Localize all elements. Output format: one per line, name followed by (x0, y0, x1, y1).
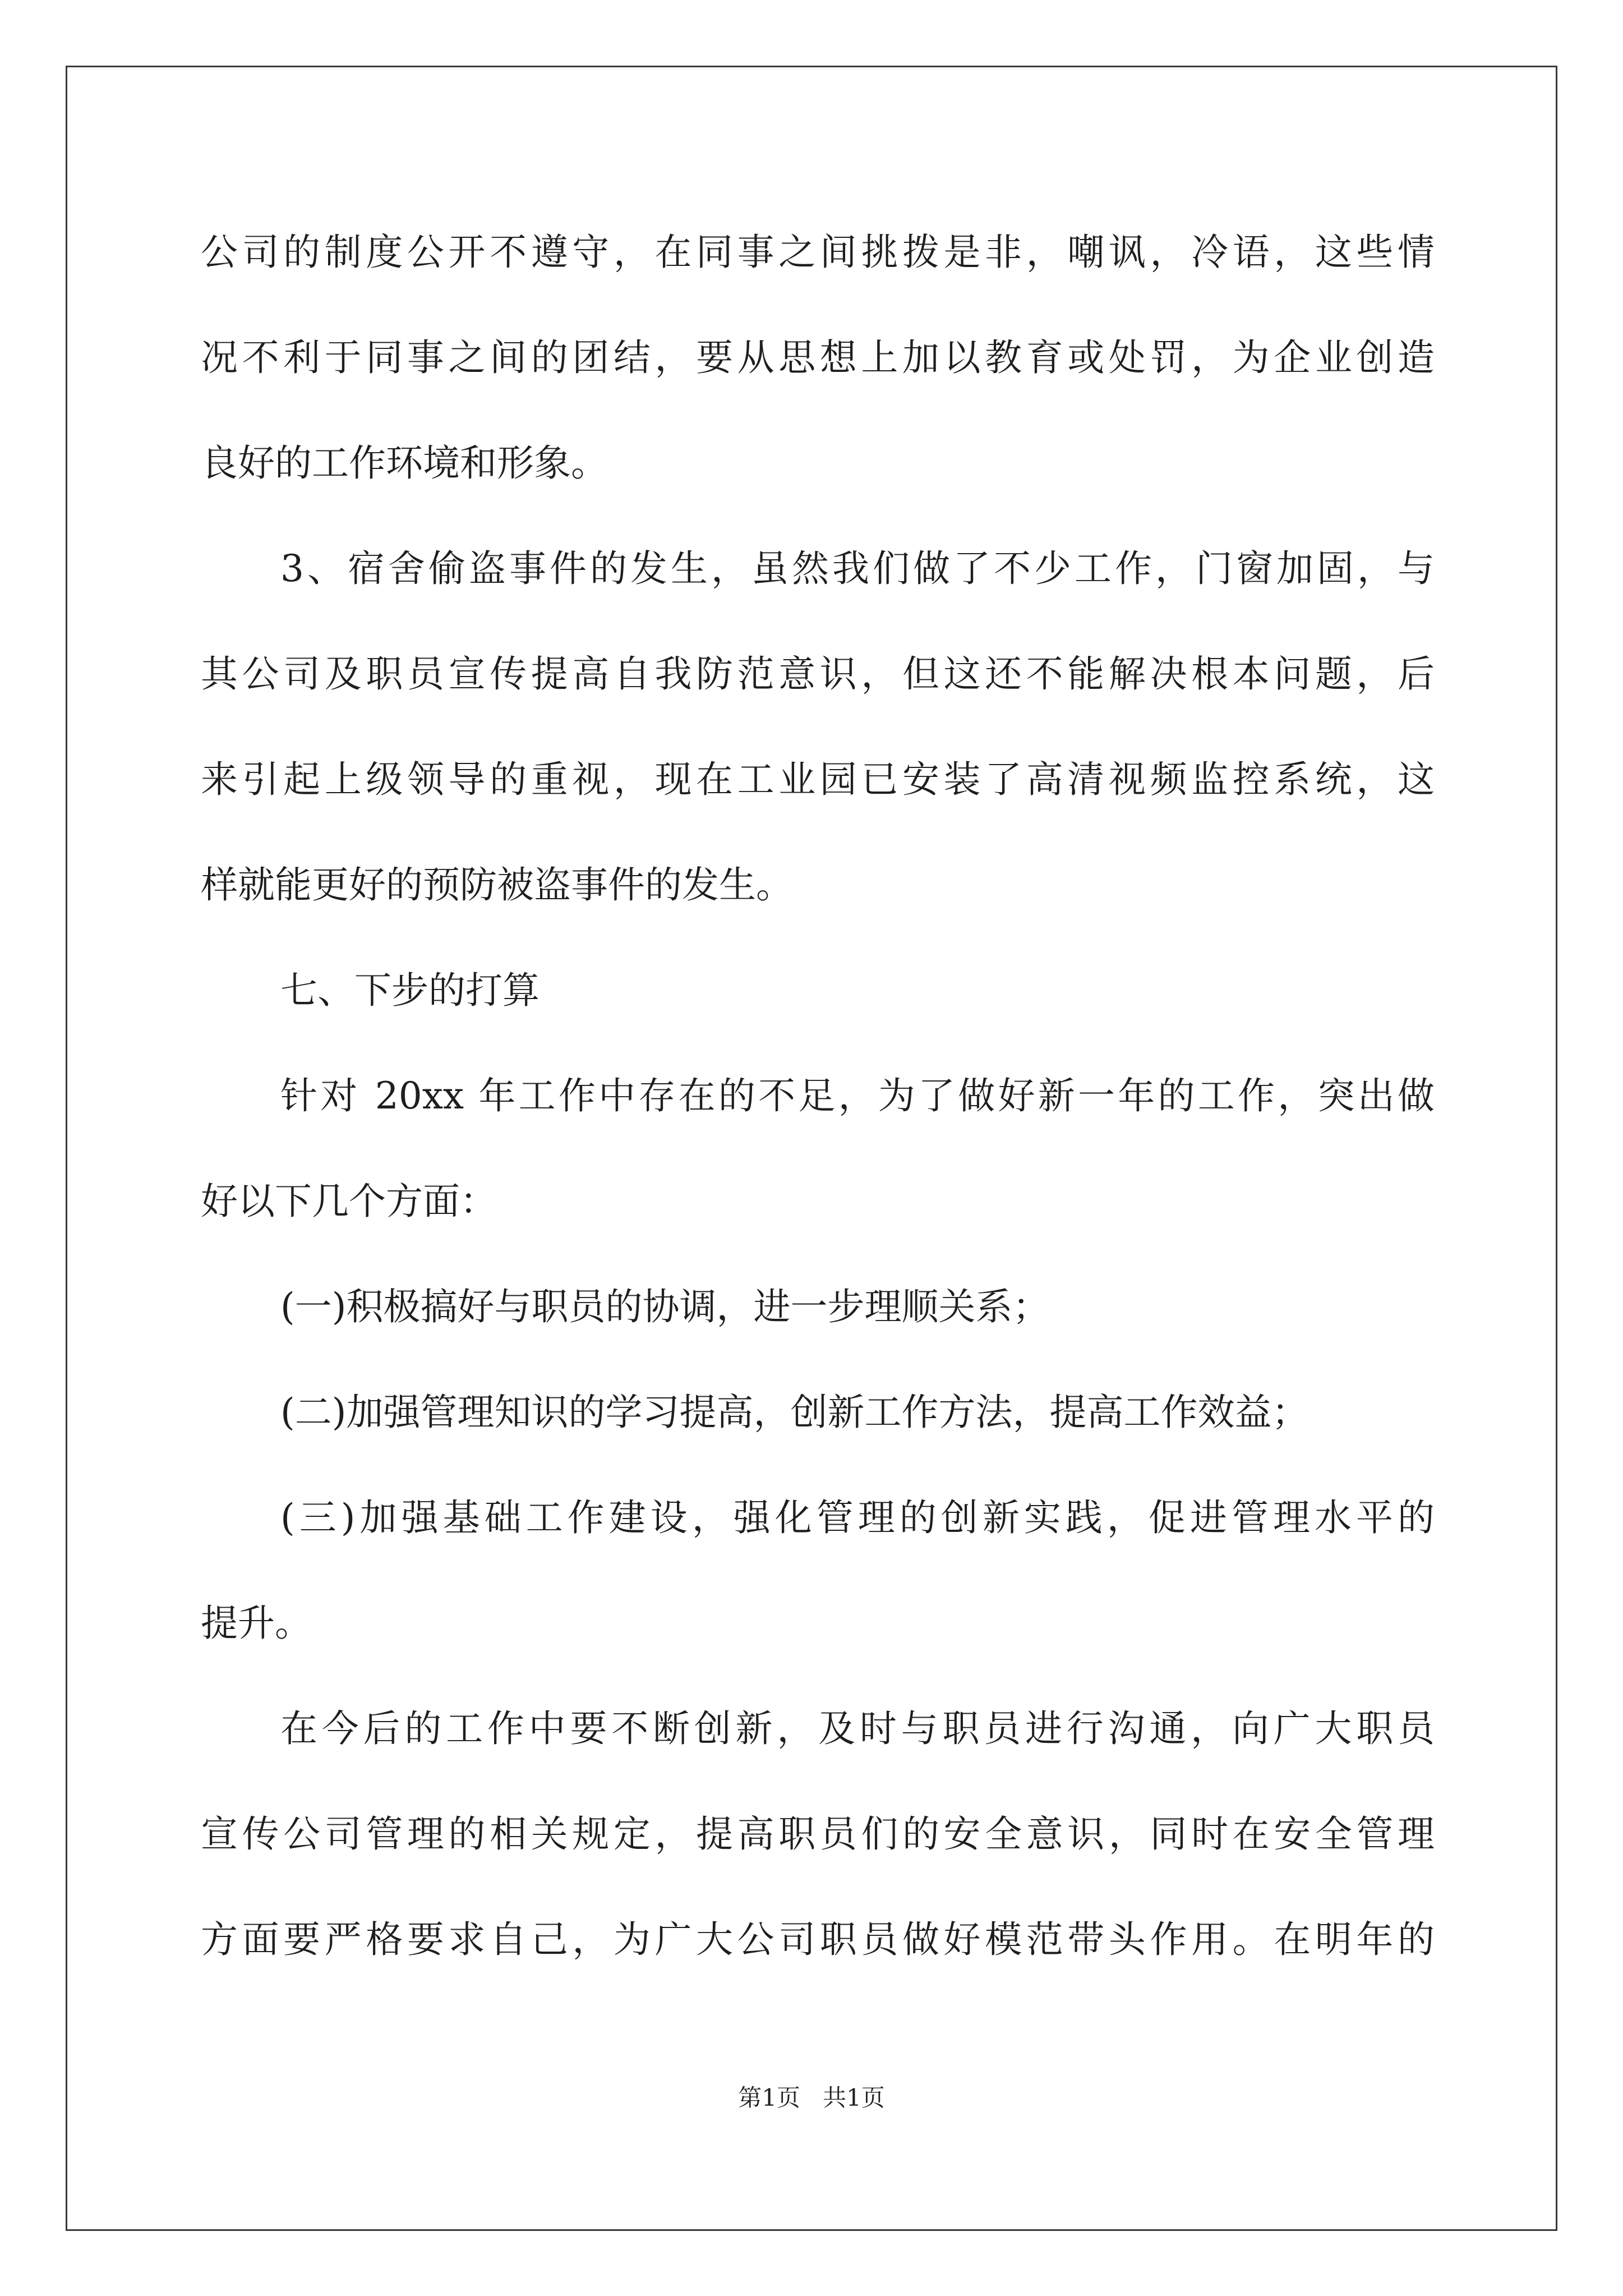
body-line: 3、宿舍偷盗事件的发生，虽然我们做了不少工作，门窗加固，与 (280, 547, 1435, 590)
body-line: 好以下几个方面： (201, 1180, 497, 1223)
body-line: 方面要严格要求自己，为广大公司职员做好模范带头作用。在明年的 (201, 1918, 1435, 1961)
list-item: (一)积极搞好与职员的协调，进一步理顺关系； (280, 1285, 1050, 1328)
list-item: (三)加强基础工作建设，强化管理的创新实践，促进管理水平的 (280, 1496, 1435, 1539)
list-item: (二)加强管理知识的学习提高，创新工作方法，提高工作效益； (280, 1391, 1309, 1434)
body-line: 提升。 (201, 1602, 312, 1645)
body-line: 公司的制度公开不遵守，在同事之间挑拨是非，嘲讽，冷语，这些情 (201, 231, 1435, 274)
body-line: 在今后的工作中要不断创新，及时与职员进行沟通，向广大职员 (280, 1707, 1435, 1750)
body-line: 样就能更好的预防被盗事件的发生。 (201, 863, 793, 907)
body-line: 针对 20xx 年工作中存在的不足，为了做好新一年的工作，突出做 (280, 1074, 1435, 1117)
body-line: 其公司及职员宣传提高自我防范意识，但这还不能解决根本问题，后 (201, 652, 1435, 696)
page-footer: 第1页 共1页 (738, 2084, 885, 2111)
body-line: 宣传公司管理的相关规定，提高职员们的安全意识，同时在安全管理 (201, 1812, 1435, 1856)
body-line: 来引起上级领导的重视，现在工业园已安装了高清视频监控系统，这 (201, 758, 1435, 801)
section-heading: 七、下步的打算 (280, 969, 540, 1012)
body-line: 况不利于同事之间的团结，要从思想上加以教育或处罚，为企业创造 (201, 336, 1435, 379)
body-line: 良好的工作环境和形象。 (201, 441, 608, 485)
